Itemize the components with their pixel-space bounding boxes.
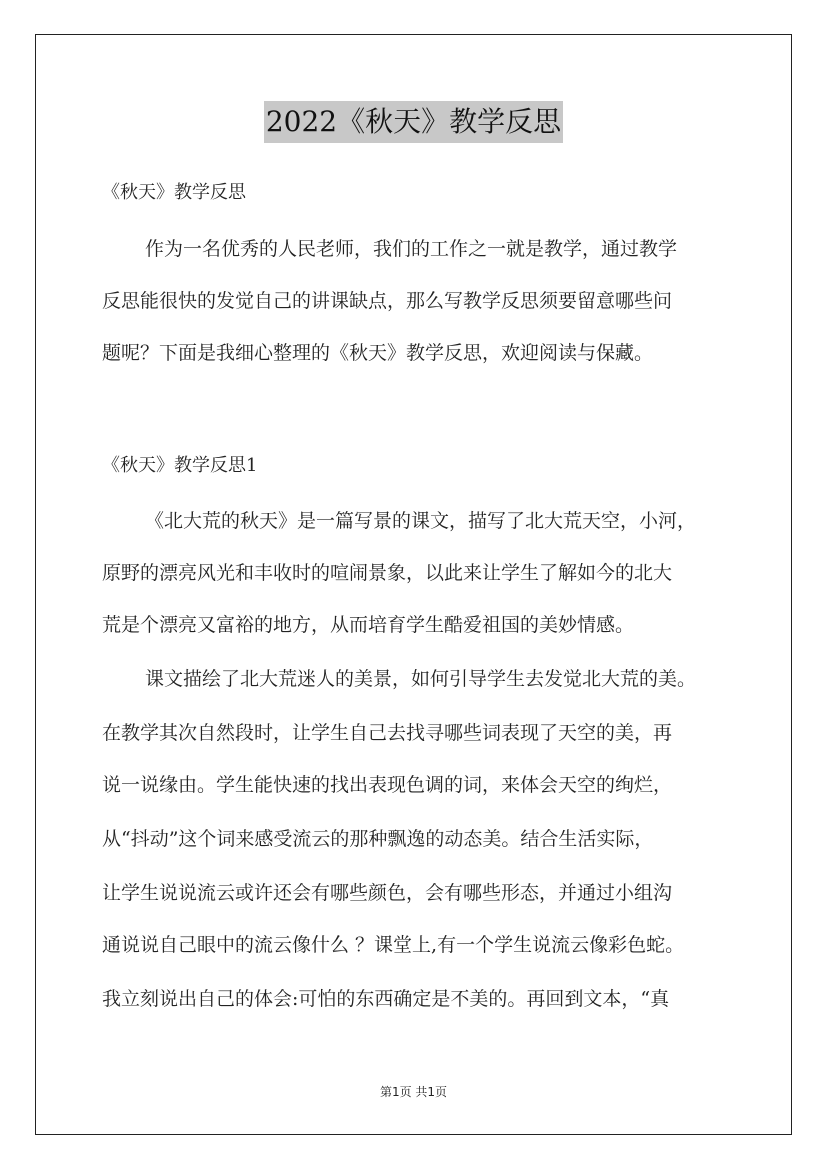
- document-title: 2022《秋天》教学反思: [264, 101, 563, 143]
- intro-line: 反思能很快的发觉自己的讲课缺点，那么写教学反思须要留意哪些问: [102, 290, 673, 312]
- intro-line: 作为一名优秀的人民老师，我们的工作之一就是教学，通过教学: [145, 238, 678, 260]
- paragraph2-line: 说一说缘由。学生能快速的找出表现色调的词，来体会天空的绚烂，: [102, 774, 673, 796]
- title-container: [0, 101, 827, 143]
- paragraph2-line: 通说说自己眼中的流云像什么 ？课堂上,有一个学生说流云像彩色蛇。: [102, 934, 685, 956]
- paragraph2-line: 课文描绘了北大荒迷人的美景，如何引导学生去发觉北大荒的美。: [145, 668, 697, 690]
- paragraph2-line: 在教学其次自然段时，让学生自己去找寻哪些词表现了天空的美，再: [102, 722, 673, 744]
- intro-heading: 《秋天》教学反思: [102, 182, 246, 203]
- intro-line: 题呢？下面是我细心整理的《秋天》教学反思，欢迎阅读与保藏。: [102, 342, 654, 364]
- paragraph2-line: 从“抖动”这个词来感受流云的那种飘逸的动态美。结合生活实际，: [102, 828, 654, 850]
- page-number-footer: 第1页 共1页: [379, 1085, 448, 1099]
- paragraph2-line: 让学生说说流云或许还会有哪些颜色，会有哪些形态，并通过小组沟: [102, 882, 673, 904]
- paragraph1-line: 《北大荒的秋天》是一篇写景的课文，描写了北大荒天空，小河，: [145, 510, 697, 532]
- paragraph1-line: 原野的漂亮风光和丰收时的喧闹景象，以此来让学生了解如今的北大: [102, 562, 673, 584]
- paragraph1-line: 荒是个漂亮又富裕的地方，从而培育学生酷爱祖国的美妙情感。: [102, 614, 635, 636]
- paragraph2-line: 我立刻说出自己的体会:可怕的东西确定是不美的。再回到文本，“真: [102, 988, 670, 1010]
- section1-heading: 《秋天》教学反思1: [102, 455, 258, 476]
